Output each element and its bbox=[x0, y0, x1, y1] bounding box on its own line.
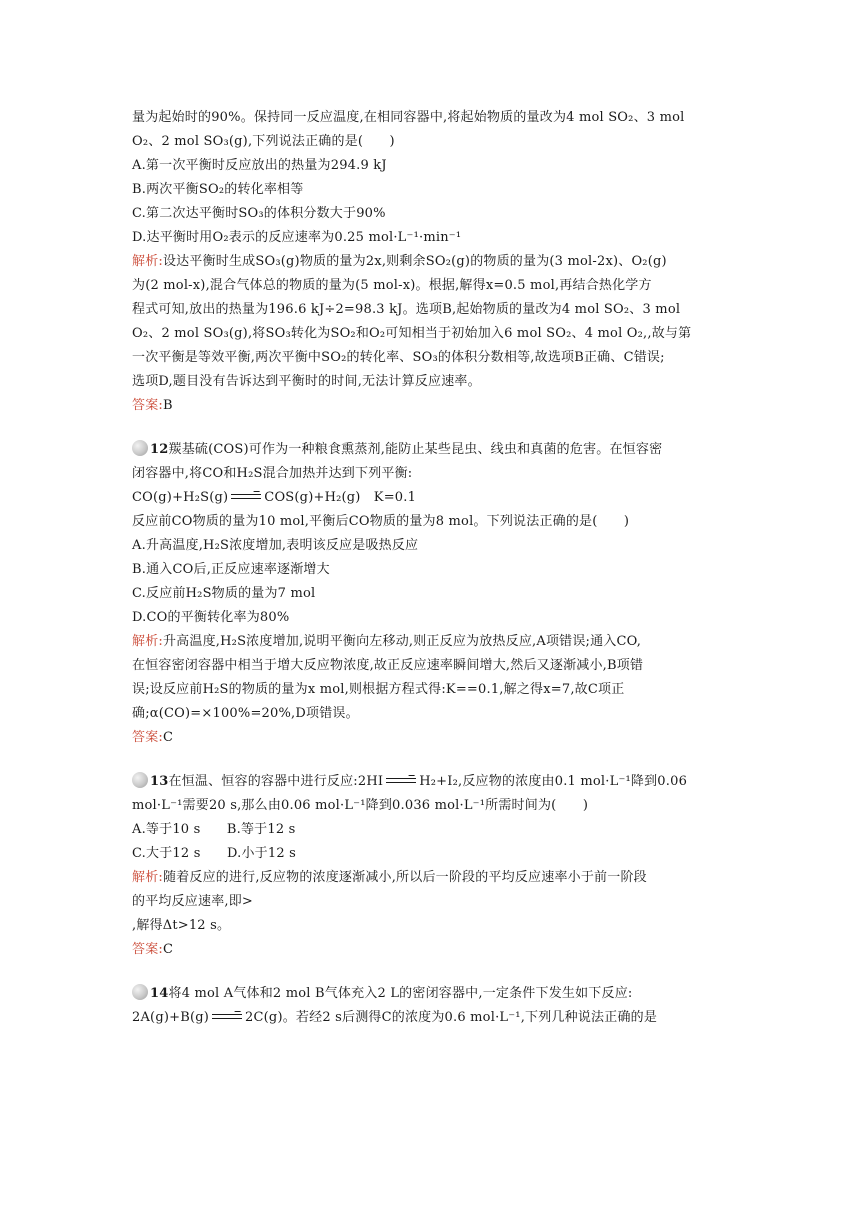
equation: CO(g)+H₂S(g) COS(g)+H₂(g) K=0.1 bbox=[132, 490, 417, 505]
options-ab: A.等于10 s B.等于12 s bbox=[132, 822, 296, 837]
question-stem: mol·L⁻¹需要20 s,那么由0.06 mol·L⁻¹降到0.036 mol·L⁻¹所需时间为( ) bbox=[132, 798, 589, 813]
question-number: 13 bbox=[150, 774, 169, 789]
question-stem: 闭容器中,将CO和H₂S混合加热并达到下列平衡: bbox=[132, 466, 413, 481]
option-a: A.第一次平衡时反应放出的热量为294.9 kJ bbox=[132, 158, 387, 173]
answer-line bbox=[132, 938, 732, 962]
analysis-line: 解析:设达平衡时生成SO₃(g)物质的量为2x,则剩余SO₂(g)的物质的量为(3 mol-2x)、O₂(g) bbox=[132, 254, 667, 269]
question-number: 14 bbox=[150, 986, 169, 1001]
equilibrium-arrow-icon bbox=[210, 1011, 244, 1021]
question-stem: 13在恒温、恒容的容器中进行反应:2HI H₂+I₂,反应物的浓度由0.1 mol·L⁻¹降到0.06 bbox=[132, 770, 732, 794]
analysis-line: 在恒容密闭容器中相当于增大反应物浓度,故正反应速率瞬间增大,然后又逐渐减小,B项错 bbox=[132, 658, 644, 673]
analysis-line: 确;α(CO)=×100%=20%,D项错误。 bbox=[132, 706, 359, 721]
analysis-label: 解析: bbox=[132, 870, 163, 885]
analysis-line: ,解得Δt>12 s。 bbox=[132, 918, 231, 933]
answer-value: C bbox=[162, 942, 174, 957]
option-d: D.达平衡时用O₂表示的反应速率为0.25 mol·L⁻¹·min⁻¹ bbox=[132, 230, 462, 245]
analysis-line: 为(2 mol-x),混合气体总的物质的量为(5 mol-x)。根据,解得x=0.5 mol,再结合热化学方 bbox=[132, 278, 652, 293]
question-12 bbox=[132, 438, 732, 750]
analysis-line: 解析:随着反应的进行,反应物的浓度逐渐减小,所以后一阶段的平均反应速率小于前一阶段 bbox=[132, 870, 647, 885]
text-line: O₂、2 mol SO₃(g),下列说法正确的是( ) bbox=[132, 134, 395, 149]
analysis-line: 的平均反应速率,即> bbox=[132, 894, 254, 909]
question-stem: 反应前CO物质的量为10 mol,平衡后CO物质的量为8 mol。下列说法正确的是( ) bbox=[132, 514, 630, 529]
question-number: 12 bbox=[150, 442, 169, 457]
answer-value: C bbox=[162, 730, 174, 745]
answer-label: 答案: bbox=[132, 730, 163, 745]
equilibrium-arrow-icon bbox=[384, 775, 418, 785]
answer-line bbox=[132, 394, 732, 418]
option-b: B.两次平衡SO₂的转化率相等 bbox=[132, 182, 304, 197]
question-14 bbox=[132, 982, 732, 1030]
equation: 2A(g)+B(g) 2C(g)。若经2 s后测得C的浓度为0.6 mol·L⁻¹,下列几种说法正确的是 bbox=[132, 1010, 658, 1025]
analysis-label: 解析: bbox=[132, 254, 163, 269]
question-bullet-icon bbox=[132, 772, 148, 788]
analysis-label: 解析: bbox=[132, 634, 163, 649]
options-cd: C.大于12 s D.小于12 s bbox=[132, 846, 296, 861]
question-11-tail bbox=[132, 106, 732, 418]
analysis-line: 选项D,题目没有告诉达到平衡时的时间,无法计算反应速率。 bbox=[132, 374, 481, 389]
option-a: A.升高温度,H₂S浓度增加,表明该反应是吸热反应 bbox=[132, 538, 419, 553]
question-bullet-icon bbox=[132, 440, 148, 456]
analysis-line: 误;设反应前H₂S的物质的量为x mol,则根据方程式得:K==0.1,解之得x=7,故C项正 bbox=[132, 682, 625, 697]
analysis-line: 解析:升高温度,H₂S浓度增加,说明平衡向左移动,则正反应为放热反应,A项错误;通入CO, bbox=[132, 634, 642, 649]
answer-label: 答案: bbox=[132, 942, 163, 957]
analysis-line: 一次平衡是等效平衡,两次平衡中SO₂的转化率、SO₃的体积分数相等,故选项B正确、C错误; bbox=[132, 350, 665, 365]
text-line: 量为起始时的90%。保持同一反应温度,在相同容器中,将起始物质的量改为4 mol SO₂、3 mol bbox=[132, 110, 685, 125]
answer-line bbox=[132, 726, 732, 750]
answer-label: 答案: bbox=[132, 398, 163, 413]
question-bullet-icon bbox=[132, 984, 148, 1000]
option-c: C.第二次达平衡时SO₃的体积分数大于90% bbox=[132, 206, 386, 221]
question-13 bbox=[132, 770, 732, 962]
question-stem: 12羰基硫(COS)可作为一种粮食熏蒸剂,能防止某些昆虫、线虫和真菌的危害。在恒容密 bbox=[132, 438, 732, 462]
option-c: C.反应前H₂S物质的量为7 mol bbox=[132, 586, 316, 601]
analysis-line: 程式可知,放出的热量为196.6 kJ÷2=98.3 kJ。选项B,起始物质的量改为4 mol SO₂、3 mol bbox=[132, 302, 681, 317]
equilibrium-arrow-icon bbox=[229, 491, 263, 501]
option-b: B.通入CO后,正反应速率逐渐增大 bbox=[132, 562, 330, 577]
answer-value: B bbox=[162, 398, 173, 413]
analysis-line: O₂、2 mol SO₃(g),将SO₃转化为SO₂和O₂可知相当于初始加入6 mol SO₂、4 mol O₂,,故与第 bbox=[132, 326, 692, 341]
question-stem: 14将4 mol A气体和2 mol B气体充入2 L的密闭容器中,一定条件下发生如下反应: bbox=[132, 982, 732, 1006]
option-d: D.CO的平衡转化率为80% bbox=[132, 610, 290, 625]
